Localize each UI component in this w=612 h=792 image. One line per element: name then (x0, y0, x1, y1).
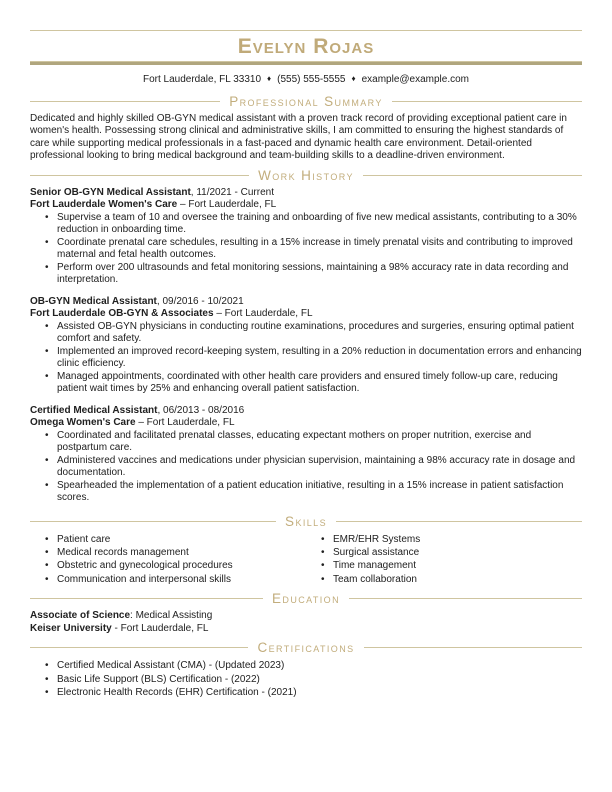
bullet-item: • Perform over 200 ultrasounds and fetal monitoring sessions, maintaining a 98% accuracy rate in data recording and interpretation. (45, 262, 582, 287)
skill-item: • Communication and interpersonal skills (45, 573, 306, 586)
heading-rule-right (392, 101, 582, 102)
job-company-line (30, 199, 582, 212)
skills-list-left (30, 533, 306, 587)
heading-rule-left (30, 101, 220, 102)
education-school-line (30, 623, 582, 636)
heading-rule-right (364, 647, 582, 648)
certification-item: • Electronic Health Records (EHR) Certification - (2021) (45, 686, 582, 700)
job-entry (30, 187, 582, 287)
education-school: Keiser University (30, 622, 112, 634)
page-title: Evelyn Rojas (237, 35, 375, 58)
job-company-line (30, 308, 582, 321)
bullet-item: • Assisted OB-GYN physicians in conducting routine examinations, procedures and surgeries, ensuring optimal patient comfort and safety. (45, 321, 582, 346)
section-heading-work-history (30, 168, 582, 183)
job-bullet-list (30, 212, 582, 287)
contact-line (30, 73, 582, 87)
heading-rule-left (30, 175, 249, 176)
heading-rule-left (30, 521, 276, 522)
section-heading-skills (30, 514, 582, 529)
section-title-work-history: Work History (258, 167, 354, 183)
heading-rule-right (363, 175, 582, 176)
education-degree-detail: : Medical Assisting (130, 610, 213, 622)
heading-rule-right (336, 521, 582, 522)
job-entry (30, 405, 582, 505)
skill-item: • Surgical assistance (321, 546, 582, 559)
top-divider (30, 30, 582, 31)
contact-phone: (555) 555-5555 (277, 74, 346, 85)
bullet-item: • Spearheaded the implementation of a patient education initiative, resulting in a 15% increase in patient satisfaction scores. (45, 480, 582, 505)
job-title-line (30, 296, 582, 309)
job-bullet-list (30, 321, 582, 396)
bullet-item: • Supervise a team of 10 and oversee the training and onboarding of five new medical assistants, contributing to a 30% reduction in onboarding time. (45, 212, 582, 237)
job-company: Fort Lauderdale Women's Care (30, 199, 178, 210)
diamond-separator-icon: ♦ (267, 74, 272, 83)
job-entry (30, 296, 582, 396)
section-heading-summary (30, 94, 582, 109)
section-heading-education (30, 591, 582, 606)
job-dates: , 06/2013 - 08/2016 (157, 404, 245, 416)
job-location: – Fort Lauderdale, FL (135, 417, 235, 428)
section-title-skills: Skills (285, 513, 327, 529)
job-title-line (30, 405, 582, 418)
certification-item: • Certified Medical Assistant (CMA) - (Updated 2023) (45, 659, 582, 673)
bullet-item: • Coordinate prenatal care schedules, resulting in a 15% increase in timely prenatal visits and contributing to improved maternal and fetal health outcomes. (45, 237, 582, 262)
bullet-item: • Administered vaccines and medications under physician supervision, maintaining a 98% accuracy rate in dosage and documentation. (45, 455, 582, 480)
section-title-certifications: Certifications (257, 640, 355, 656)
summary-paragraph: Dedicated and highly skilled OB-GYN medical assistant with a proven track record of providing exceptional patient care in women's health. Possessing strong clinical and administrative skills, I am committed to ensuring the highest standards of care while supporting medical professionals in a fast-paced and dynamic health care environment. Detail-oriented professional looking to bring medical background and team-building skills to a deadline-driven environment. (30, 112, 567, 161)
section-title-summary: Professional Summary (229, 93, 383, 109)
heading-rule-left (30, 647, 248, 648)
certification-item: • Basic Life Support (BLS) Certification - (2022) (45, 673, 582, 687)
job-company: Fort Lauderdale OB-GYN & Associates (30, 308, 214, 319)
contact-location: Fort Lauderdale, FL 33310 (142, 74, 262, 85)
job-title: OB-GYN Medical Assistant (30, 295, 157, 307)
skills-list-right (306, 533, 582, 587)
bullet-item: • Implemented an improved record-keeping system, resulting in a 20% reduction in documentation errors and enhancing clinic efficiency. (45, 346, 582, 371)
skills-columns (30, 533, 582, 587)
job-title: Senior OB-GYN Medical Assistant (30, 186, 191, 198)
contact-email: example@example.com (361, 74, 470, 85)
skill-item: • Patient care (45, 533, 306, 546)
job-bullet-list (30, 430, 582, 505)
bullet-item: • Coordinated and facilitated prenatal classes, educating expectant mothers on proper nutrition, exercise and postpartum care. (45, 430, 582, 455)
certifications-list (30, 659, 582, 700)
education-entry (30, 610, 582, 635)
diamond-separator-icon: ♦ (351, 74, 356, 83)
skill-item: • EMR/EHR Systems (321, 533, 582, 546)
education-degree: Associate of Science (30, 610, 131, 622)
job-title: Certified Medical Assistant (30, 404, 158, 416)
bullet-item: • Managed appointments, coordinated with other health care providers and ensured timely follow-up care, reducing patient wait times by 25% and enhancing overall patient satisfaction. (45, 371, 582, 396)
job-location: – Fort Lauderdale, FL (177, 199, 277, 210)
header-double-divider (30, 61, 582, 65)
skill-item: • Team collaboration (321, 573, 582, 586)
job-title-line (30, 187, 582, 200)
job-dates: , 09/2016 - 10/2021 (156, 295, 244, 307)
job-company-line (30, 417, 582, 430)
job-company: Omega Women's Care (30, 417, 136, 428)
skill-item: • Obstetric and gynecological procedures (45, 559, 306, 572)
education-degree-line (30, 610, 582, 623)
skill-item: • Medical records management (45, 546, 306, 559)
job-location: – Fort Lauderdale, FL (213, 308, 313, 319)
section-title-education: Education (272, 591, 340, 607)
heading-rule-right (349, 598, 582, 599)
education-school-detail: - Fort Lauderdale, FL (111, 622, 209, 634)
skill-item: • Time management (321, 559, 582, 572)
job-dates: , 11/2021 - Current (190, 186, 274, 198)
heading-rule-left (30, 598, 263, 599)
section-heading-certifications (30, 640, 582, 655)
